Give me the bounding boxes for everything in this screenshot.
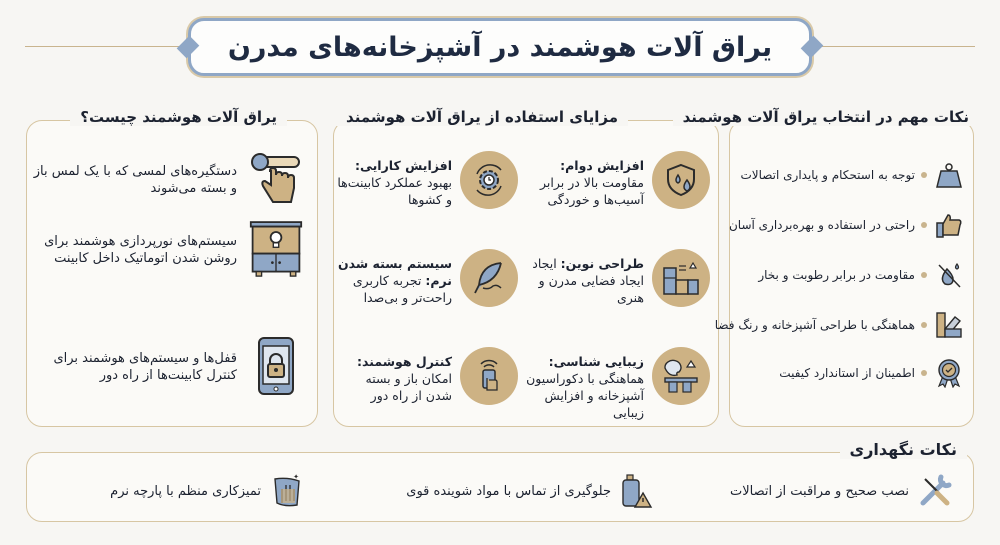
maintenance-panel [26, 440, 974, 522]
benefit-text: ایجاد ایجاد فضایی مدرن و هنری [532, 256, 644, 305]
no-water-icon [933, 259, 965, 291]
benefit-title: کنترل هوشمند: [357, 354, 452, 369]
tip-item [779, 357, 965, 389]
weight-icon [933, 159, 965, 191]
selection-tips-panel [682, 108, 974, 427]
tip-text: اطمینان از استاندارد کیفیت [779, 366, 915, 380]
palette-kitchen-icon [652, 347, 710, 405]
benefit-title: سیستم بسته شدن نرم: [337, 256, 452, 288]
tip-text: توجه به استحکام و پایداری اتصالات [740, 168, 915, 182]
benefit-text: تجربه کاربری راحت‌تر و بی‌صدا [352, 273, 452, 305]
bullet-dot [921, 322, 927, 328]
what-is-item [27, 336, 303, 398]
what-is-text: دستگیره‌های لمسی که با یک لمس باز و بسته می‌شوند [33, 164, 237, 196]
remote-control-icon [460, 347, 518, 405]
maintenance-text: نصب صحیح و مراقبت از اتصالات [730, 483, 909, 499]
benefit-title: افزایش کارایی: [354, 158, 452, 173]
benefit-title: افزایش دوام: [560, 158, 644, 173]
tools-icon [917, 473, 953, 509]
benefit-text: بهبود عملکرد کابینت‌ها و کشوها [337, 175, 452, 207]
tip-item [740, 159, 965, 191]
benefit-item [337, 249, 518, 307]
cabinet-light-icon [249, 219, 303, 281]
title-line-right [805, 46, 975, 47]
kitchen-icon [652, 249, 710, 307]
color-swatch-icon [933, 309, 965, 341]
gear-cycle-icon [460, 151, 518, 209]
what-is-heading: یراق آلات هوشمند چیست؟ [70, 108, 287, 126]
benefit-text: هماهنگی با دکوراسیون آشپزخانه و افزایش زیبایی [526, 371, 644, 420]
what-is-text: قفل‌ها و سیستم‌های هوشمند برای کنترل کابینت‌ها از راه دور [53, 351, 237, 383]
benefit-item [529, 151, 710, 209]
maintenance-heading: نکات نگهداری [840, 440, 967, 459]
tip-text: هماهنگی با طراحی آشپزخانه و رنگ فضا [714, 318, 915, 332]
benefit-item [529, 249, 710, 307]
bullet-dot [921, 370, 927, 376]
what-is-item [27, 219, 303, 281]
bullet-dot [921, 172, 927, 178]
maintenance-item [730, 473, 953, 509]
tip-item [715, 309, 965, 341]
tip-text: مقاومت در برابر رطوبت و بخار [758, 268, 915, 282]
bullet-dot [921, 272, 927, 278]
tip-item [729, 209, 965, 241]
cleaning-cloth-icon [269, 473, 305, 509]
selection-tips-heading: نکات مهم در انتخاب یراق آلات هوشمند [673, 108, 979, 126]
tip-text: راحتی در استفاده و بهره‌برداری آسان [728, 218, 915, 232]
title-line-left [25, 46, 195, 47]
maintenance-text: جلوگیری از تماس با مواد شوینده قوی [406, 483, 611, 499]
tip-item [758, 259, 965, 291]
benefits-heading: مزایای استفاده از یراق آلات هوشمند [336, 108, 628, 126]
benefit-text: امکان باز و بسته شدن از راه دور [365, 371, 452, 403]
what-is-text: سیستم‌های نورپردازی هوشمند برای روشن شدن اتوماتیک داخل کابینت [44, 234, 237, 266]
detergent-warning-icon [619, 473, 655, 509]
benefit-title: طراحی نوین: [560, 256, 644, 271]
shield-water-icon [652, 151, 710, 209]
page-title: یراق آلات هوشمند در آشپزخانه‌های مدرن [227, 31, 773, 63]
benefit-item [337, 151, 518, 209]
title-banner [188, 18, 812, 76]
what-is-item [27, 149, 303, 211]
maintenance-item [406, 473, 655, 509]
benefit-text: مقاومت بالا در برابر آسیب‌ها و خوردگی [540, 175, 644, 207]
svg-text:✦: ✦ [293, 473, 299, 481]
feather-icon [460, 249, 518, 307]
touch-handle-icon [249, 149, 303, 211]
benefit-title: زیبایی شناسی: [548, 354, 644, 369]
thumbs-up-icon [933, 209, 965, 241]
benefit-item [519, 347, 710, 421]
what-is-panel [26, 108, 318, 427]
maintenance-item [110, 473, 305, 509]
maintenance-text: تمیزکاری منظم با پارچه نرم [110, 483, 261, 499]
benefits-panel [333, 108, 719, 427]
benefit-item [337, 347, 518, 405]
phone-lock-icon [249, 336, 303, 398]
bullet-dot [921, 222, 927, 228]
quality-badge-icon [933, 357, 965, 389]
